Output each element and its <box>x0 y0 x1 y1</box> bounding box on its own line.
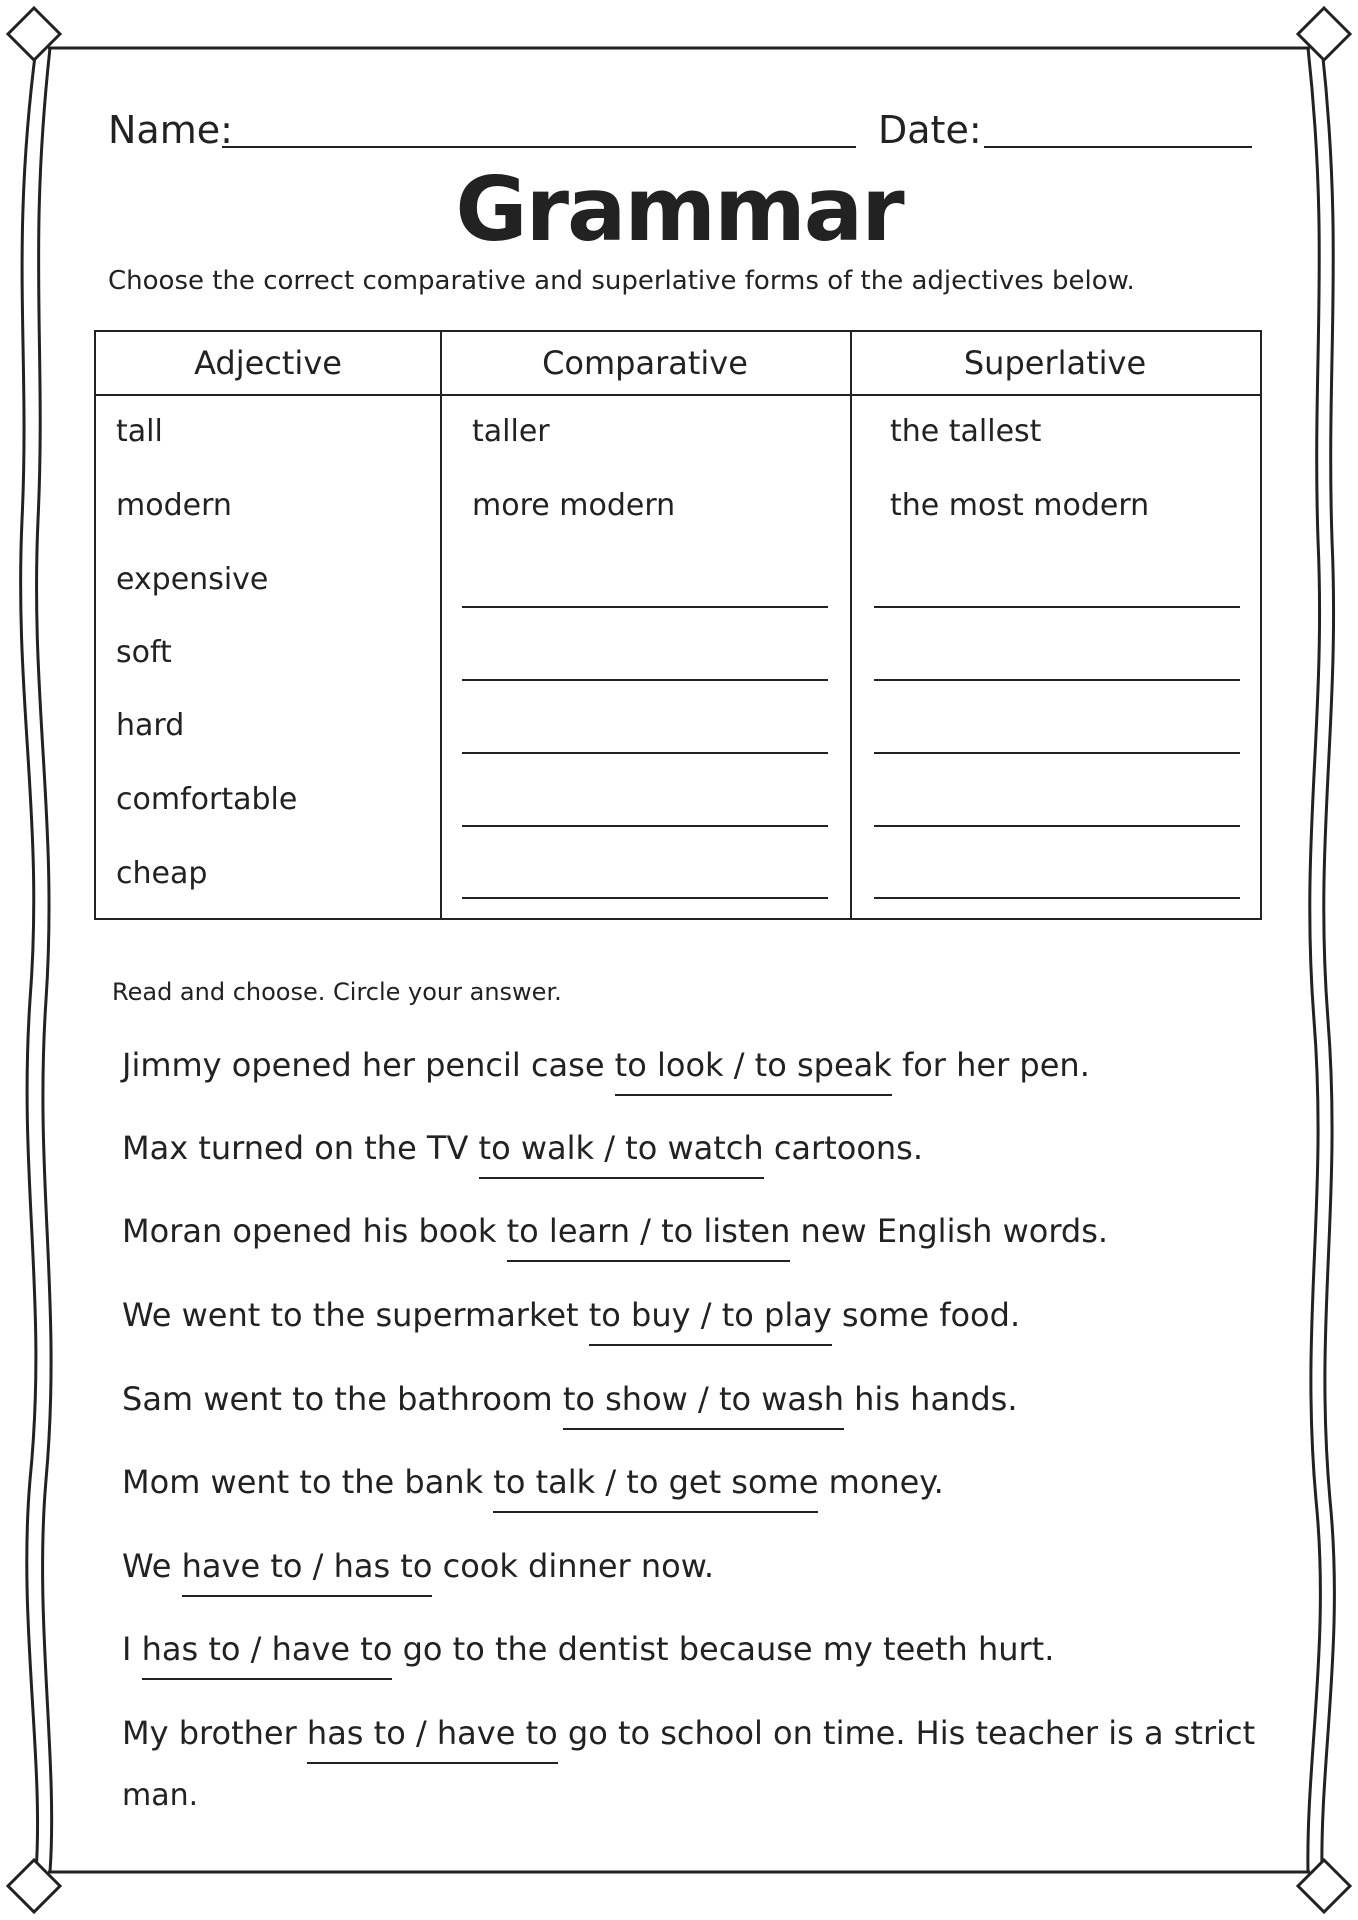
superlative-answer-line[interactable] <box>874 679 1240 681</box>
date-label: Date: <box>878 108 982 152</box>
sentence-text: We <box>122 1547 182 1585</box>
adjective-table <box>94 330 1262 920</box>
sentence-text: some food. <box>831 1296 1021 1334</box>
name-field[interactable] <box>222 146 856 148</box>
sentence-text: go to school on time. His teacher is a strict <box>557 1714 1256 1752</box>
sentence-5 <box>122 1380 1017 1430</box>
adjective-cell: hard <box>116 708 185 743</box>
answer-choice[interactable]: to walk / to watch <box>479 1129 764 1179</box>
superlative-answer-line[interactable] <box>874 606 1240 608</box>
answer-choice[interactable]: to show / to wash <box>563 1380 844 1430</box>
adjective-cell: modern <box>116 488 232 523</box>
corner-diamond-icon <box>8 1860 60 1912</box>
column-divider <box>850 332 852 918</box>
comparative-answer-line[interactable] <box>462 679 828 681</box>
sentence-text: My brother <box>122 1714 307 1752</box>
superlative-answer-line[interactable] <box>874 897 1240 899</box>
sentence-text: Moran opened his book <box>122 1212 507 1250</box>
column-header-comparative: Comparative <box>542 344 748 382</box>
sentence-text: Jimmy opened her pencil case <box>122 1046 615 1084</box>
superlative-answer-line[interactable] <box>874 752 1240 754</box>
sentence-9-continuation: man. <box>122 1778 199 1813</box>
superlative-answer-line[interactable] <box>874 825 1240 827</box>
adjective-cell: expensive <box>116 562 269 597</box>
column-divider <box>440 332 442 918</box>
column-header-superlative: Superlative <box>963 344 1147 382</box>
comparative-cell: taller <box>472 414 550 449</box>
sentence-8 <box>122 1630 1054 1680</box>
answer-choice[interactable]: has to / have to <box>307 1714 558 1764</box>
sentence-text: cook dinner now. <box>432 1547 715 1585</box>
sentence-text: go to the dentist because my teeth hurt. <box>392 1630 1055 1668</box>
answer-choice[interactable]: to look / to speak <box>615 1046 892 1096</box>
page-title: Grammar <box>455 158 903 261</box>
superlative-cell: the most modern <box>890 488 1150 523</box>
comparative-answer-line[interactable] <box>462 606 828 608</box>
sentence-3 <box>122 1212 1108 1262</box>
adjective-cell: comfortable <box>116 782 298 817</box>
sentence-text: Sam went to the bathroom <box>122 1380 563 1418</box>
sentence-1 <box>122 1046 1090 1096</box>
header-divider <box>96 394 1260 396</box>
sentence-text: his hands. <box>843 1380 1018 1418</box>
comparative-cell: more modern <box>472 488 676 523</box>
sentence-2 <box>122 1129 923 1179</box>
corner-diamond-icon <box>1298 1860 1350 1912</box>
answer-choice[interactable]: to talk / to get some <box>493 1463 818 1513</box>
date-field[interactable] <box>984 146 1252 148</box>
adjective-cell: soft <box>116 635 172 670</box>
sentence-text: We went to the supermarket <box>122 1296 589 1334</box>
name-label: Name: <box>108 108 233 152</box>
answer-choice[interactable]: has to / have to <box>142 1630 393 1680</box>
section2-instruction: Read and choose. Circle your answer. <box>112 978 562 1006</box>
sentence-text: cartoons. <box>763 1129 924 1167</box>
sentence-7 <box>122 1547 714 1597</box>
sentence-9 <box>122 1714 1255 1764</box>
sentence-text: Max turned on the TV <box>122 1129 479 1167</box>
corner-diamond-icon <box>8 8 60 60</box>
sentence-text: Mom went to the bank <box>122 1463 494 1501</box>
sentence-text: I <box>122 1630 142 1668</box>
comparative-answer-line[interactable] <box>462 825 828 827</box>
comparative-answer-line[interactable] <box>462 897 828 899</box>
column-header-adjective: Adjective <box>194 344 342 382</box>
sentence-text: for her pen. <box>891 1046 1090 1084</box>
answer-choice[interactable]: to learn / to listen <box>507 1212 791 1262</box>
adjective-cell: tall <box>116 414 163 449</box>
answer-choice[interactable]: have to / has to <box>182 1547 433 1597</box>
sentence-text: money. <box>818 1463 944 1501</box>
sentence-text: new English words. <box>790 1212 1109 1250</box>
adjective-cell: cheap <box>116 856 208 891</box>
section1-instruction: Choose the correct comparative and superlative forms of the adjectives below. <box>108 266 1135 296</box>
comparative-answer-line[interactable] <box>462 752 828 754</box>
sentence-4 <box>122 1296 1020 1346</box>
corner-diamond-icon <box>1298 8 1350 60</box>
answer-choice[interactable]: to buy / to play <box>589 1296 832 1346</box>
sentence-6 <box>122 1463 944 1513</box>
superlative-cell: the tallest <box>890 414 1042 449</box>
